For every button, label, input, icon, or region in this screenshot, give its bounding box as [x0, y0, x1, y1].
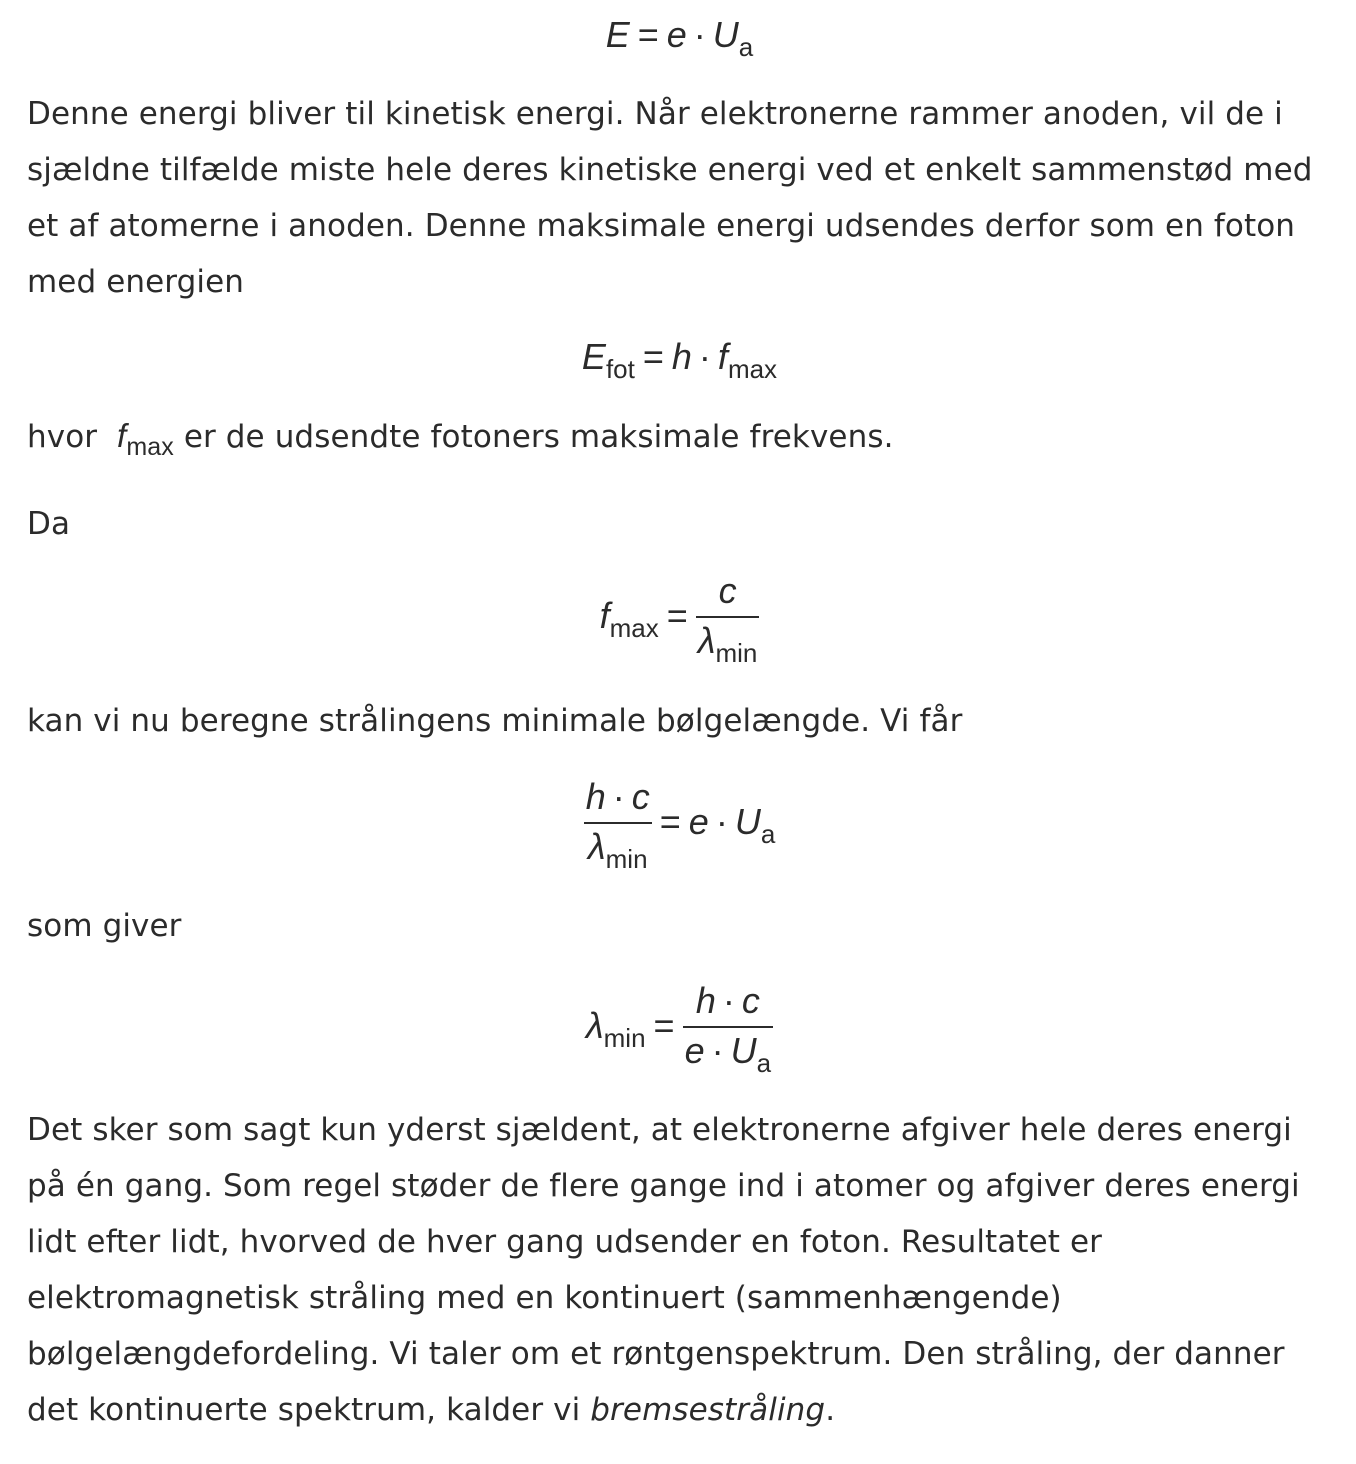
symbol-U: U: [712, 14, 739, 55]
symbol-U: U: [734, 801, 761, 842]
subscript-max: max: [727, 354, 778, 384]
symbol-lambda: λ: [585, 1005, 604, 1046]
symbol-c: c: [718, 570, 737, 611]
paragraph-da: Da: [27, 506, 71, 542]
text-before: hvor: [27, 419, 98, 455]
equation-energy-balance: [27, 776, 1332, 874]
equation-fmax: [27, 570, 1332, 668]
dot-operator: ·: [698, 336, 711, 377]
symbol-c: c: [631, 776, 650, 817]
symbol-c: c: [741, 980, 760, 1021]
symbol-lambda: λ: [587, 826, 606, 867]
symbol-e: e: [688, 801, 709, 842]
symbol-f: f: [599, 595, 610, 636]
paragraph-som-giver: som giver: [27, 908, 182, 944]
symbol-U: U: [730, 1030, 757, 1071]
subscript-a: a: [756, 1048, 772, 1078]
equals-sign: =: [637, 14, 659, 55]
equation-lambda-min: [27, 980, 1332, 1078]
symbol-E: E: [581, 336, 606, 377]
subscript-a: a: [760, 819, 776, 849]
symbol-e: e: [666, 14, 687, 55]
fraction-c-over-lambda: [696, 570, 760, 668]
fraction-hc-over-eUa: [683, 980, 774, 1078]
equals-sign: =: [653, 1005, 675, 1046]
paragraph-calculate-wavelength: kan vi nu beregne strålingens minimale bølgelængde. Vi får: [27, 703, 963, 739]
equation-photon-energy: [27, 336, 1332, 384]
equation-energy: [27, 14, 1332, 62]
subscript-min: min: [603, 1023, 646, 1053]
text-after: er de udsendte fotoners maksimale frekvens.: [183, 419, 894, 455]
dot-operator: ·: [612, 776, 625, 817]
subscript-a: a: [738, 32, 754, 62]
symbol-f: f: [717, 336, 728, 377]
paragraph-bremsstrahlung: [27, 1102, 1332, 1438]
subscript-max: max: [609, 613, 659, 643]
dot-operator: ·: [711, 1030, 724, 1071]
symbol-lambda: λ: [697, 620, 716, 661]
symbol-h: h: [585, 776, 606, 817]
equals-sign: =: [666, 595, 688, 636]
paragraph-kinetic-energy: Denne energi bliver til kinetisk energi. Når elektronerne rammer anoden, vil de i sjældne tilfælde miste hele deres kinetiske energi ved et enkelt sammenstød med et af atomerne i anoden. Denne maksimale energi udsendes derfor som en foton med energien: [27, 96, 1313, 300]
symbol-e: e: [684, 1030, 705, 1071]
dot-operator: ·: [693, 14, 706, 55]
fraction-hc-over-lambda: [584, 776, 652, 874]
dot-operator: ·: [722, 980, 735, 1021]
emphasized-term: bremsestråling: [590, 1392, 826, 1428]
equals-sign: =: [642, 336, 664, 377]
equals-sign: =: [659, 801, 681, 842]
period: .: [825, 1392, 836, 1428]
symbol-h: h: [671, 336, 692, 377]
paragraph-body: Det sker som sagt kun yderst sjældent, at elektronerne afgiver hele deres energi på én gang. Som regel støder de flere gange ind i atomer og afgiver deres energi lidt efter lidt, hvorved de hver gang udsender en foton. Resultatet er elektromagnetisk stråling med en kontinuert (sammenhængende) bølgelængdefordeling. Vi taler om et røntgenspektrum. Den stråling, der danner det kontinuerte spektrum, kalder vi: [27, 1112, 1300, 1428]
inline-symbol-fmax: $f_{max}$: [117, 417, 174, 461]
subscript-min: min: [715, 638, 758, 668]
paragraph-fmax-definition: [27, 408, 1332, 465]
symbol-h: h: [695, 980, 716, 1021]
subscript-min: min: [605, 844, 648, 874]
subscript-fot: fot: [605, 354, 635, 384]
symbol-E: E: [605, 14, 630, 55]
dot-operator: ·: [715, 801, 728, 842]
